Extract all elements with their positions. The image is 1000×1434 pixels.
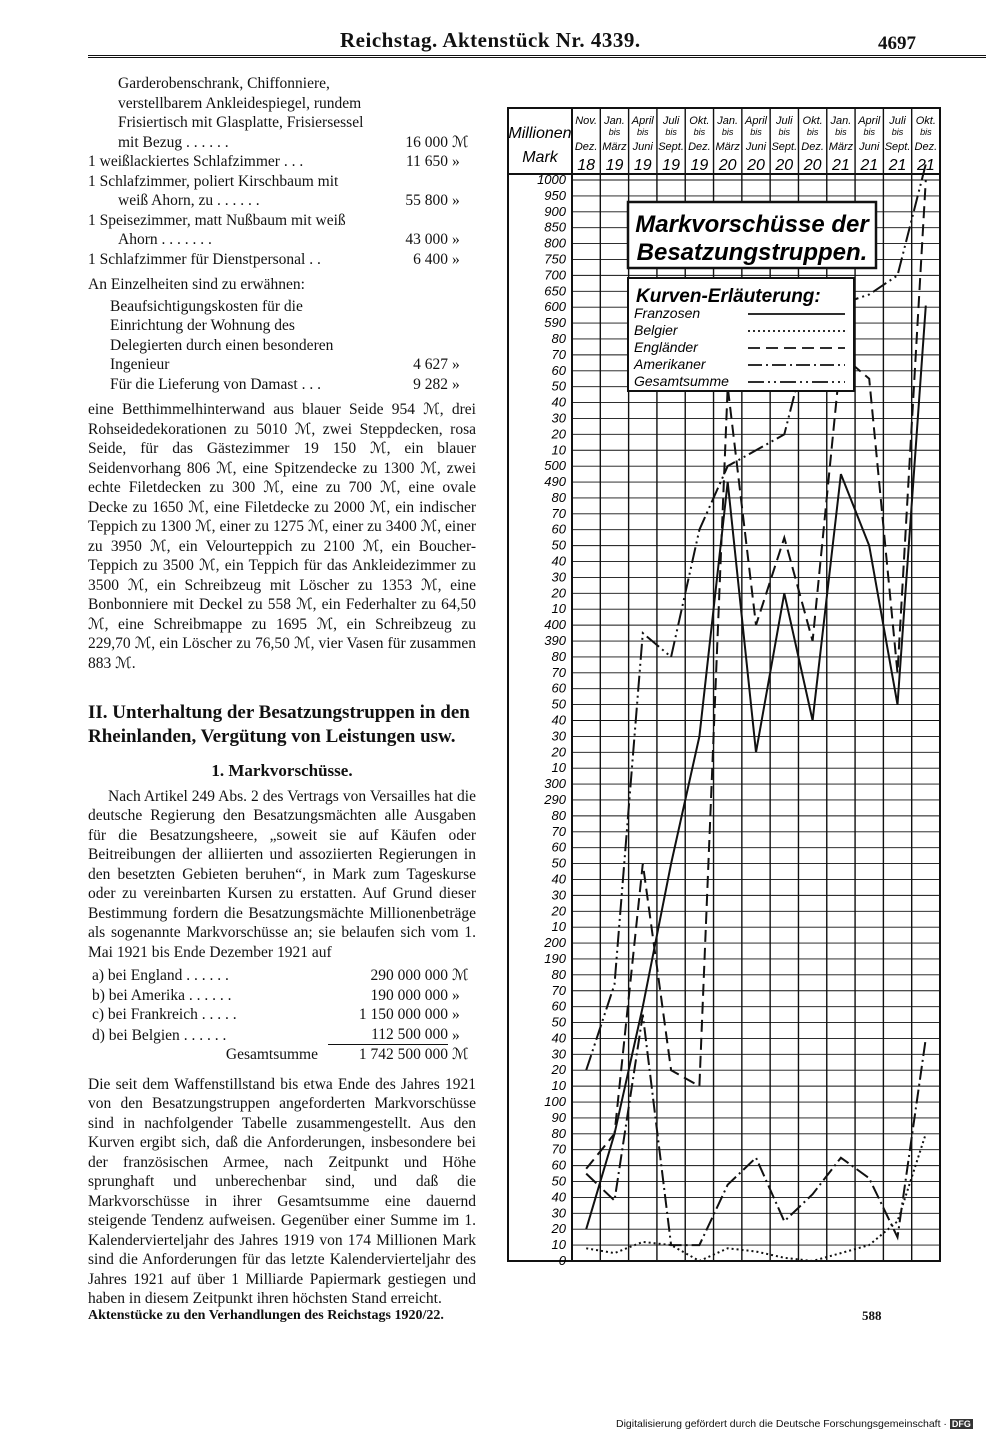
chart-y-tick-label: 70	[551, 346, 566, 362]
legend-entry-gesamtsumme: Gesamtsumme	[634, 373, 729, 389]
furniture-item-amount: 43 000	[405, 231, 448, 248]
legend-title: Kurven-Erläuterung:	[636, 286, 821, 307]
chart-y-tick-label: 10	[551, 601, 566, 617]
details-heading: An Einzelheiten sind zu erwähnen:	[88, 276, 305, 293]
chart-y-tick-label: 10	[551, 919, 566, 935]
furniture-item-text: 1 Schlafzimmer, poliert Kirschbaum mit weiß Ahorn, zu	[88, 172, 339, 209]
chart-y-tick-label: 80	[551, 807, 566, 823]
sum-item-unit: »	[452, 986, 460, 1004]
period-bis: bis	[750, 127, 762, 137]
chart-x-tick-label	[857, 115, 881, 174]
sum-item-text: b) bei Amerika	[92, 986, 185, 1004]
chart-y-axis-label: Mark	[522, 149, 558, 166]
paragraph-furnishings: eine Betthimmelhinterwand aus blauer Seide 954 ℳ, drei Rohseidedekorationen zu 5010 ℳ, zwei Steppdecken, rosa Seide, für das Gästezimmer 19 150 ℳ, ein blauer Seidenvorhang 806 ℳ, eine Spitzendecke zu 1300 ℳ, zwei echte Filetdecken zu 300 ℳ, eine zu 700 ℳ, eine ovale Decke zu 1650 ℳ, eine Filetdecke zu 2000 ℳ, ein indischer Teppich zu 1300 ℳ, einer zu 1275 ℳ, einer zu 3400 ℳ, einer zu 3950 ℳ, ein Velourteppich zu 2100 ℳ, ein Boucher-Teppich zu 3500 ℳ, ein Teppich für das Ankleidezimmer zu 3500 ℳ, ein Schreibzeug mit Löscher zu 1353 ℳ, eine Bonbonniere mit Deckel zu 558 ℳ, ein Federhalter zu 64,50 ℳ, eine Schreibmappe zu 1695 ℳ, ein Schreibzeug zu 229,70 ℳ, ein Löscher zu 76,50 ℳ, vier Vasen für zusammen 883 ℳ.	[88, 401, 476, 672]
furniture-item-label	[88, 172, 366, 211]
legend-entry-franzosen: Franzosen	[634, 305, 701, 321]
sum-item-row	[88, 1025, 476, 1046]
furniture-item-unit: »	[452, 231, 460, 248]
sum-item-dots: . . . . . .	[182, 967, 229, 984]
sum-item-amount: 1 150 000 000	[358, 1006, 448, 1023]
chart-y-tick-label: 100	[544, 1094, 566, 1110]
period-end: Dez.	[801, 141, 824, 153]
chart-y-tick-label: 80	[551, 648, 566, 664]
chart-title-line-1: Markvorschüsse der	[635, 211, 869, 238]
detail-item-amount: 4 627	[413, 356, 448, 373]
chart-y-tick-label: 60	[551, 839, 566, 855]
chart-y-tick-label: 60	[551, 362, 566, 378]
sum-item-row	[88, 986, 476, 1006]
total-unit: ℳ	[452, 1046, 469, 1063]
period-year: 19	[690, 157, 709, 174]
chart-y-tick-label: 300	[544, 776, 566, 792]
chart-y-tick-label: 60	[551, 680, 566, 696]
period-year: 20	[803, 157, 822, 174]
chart-y-tick-label: 90	[551, 1109, 566, 1125]
chart-y-tick-label: 70	[551, 982, 566, 998]
chart-y-tick-label: 50	[551, 1014, 566, 1030]
chart-legend	[628, 202, 876, 391]
period-bis: bis	[637, 127, 649, 137]
period-start: Jan.	[604, 115, 625, 127]
sum-item-amount: 112 500 000	[328, 1025, 448, 1046]
period-year: 19	[662, 157, 680, 174]
period-end: Sept.	[771, 141, 798, 153]
furniture-item-text: 1 Schlafzimmer für Dienstpersonal	[88, 250, 306, 268]
period-start: Juli	[776, 115, 793, 127]
detail-item-row	[88, 375, 476, 395]
period-start: April	[744, 115, 768, 127]
chart-y-tick-label: 30	[551, 728, 566, 744]
furniture-item-dots: . . . . . .	[213, 192, 260, 209]
footer-signature: 588	[862, 1308, 882, 1323]
footer-source: Aktenstücke zu den Verhandlungen des Reichstags 1920/22.	[88, 1308, 444, 1323]
legend-entry-belgier: Belgier	[634, 322, 678, 338]
chart-y-tick-label: 80	[551, 330, 566, 346]
chart-y-tick-label: 20	[551, 903, 566, 919]
paragraph-article-249: Nach Artikel 249 Abs. 2 des Vertrags von Versailles hat die deutsche Regierung den Besatzungsmächten alle Ausgaben für die Besatzungsheere, „soweit sie auf Käufen oder Beitreibungen der alliierten und assoziierten Regierungen in den besetzten Gebieten beruhen“, in Mark zum Tageskurse oder zu vereinbarten Kursen zu erstatten. Auf Grund dieser Bestimmung fordern die Besatzungsmächte Millionenbeträge als sogenannte Markvorschüsse an; sie belaufen sich vom 1. Mai 1921 bis Ende Dezember 1921 auf	[88, 787, 476, 961]
chart-y-tick-label: 30	[551, 887, 566, 903]
furniture-item-row	[88, 152, 476, 172]
sum-item-row	[88, 966, 476, 986]
chart-y-tick-label: 60	[551, 521, 566, 537]
detail-item-text: Für die Lieferung von Damast	[110, 375, 298, 393]
furniture-item-dots: . . . . . .	[182, 133, 229, 151]
furniture-item-label	[88, 152, 366, 172]
details-list	[88, 297, 476, 395]
chart-y-tick-label: 0	[558, 1253, 566, 1268]
furniture-list	[88, 74, 476, 269]
chart-y-tick-label: 40	[551, 871, 566, 887]
furniture-item-label	[88, 74, 366, 152]
chart-y-tick-label: 10	[551, 1078, 566, 1094]
chart-x-tick-label	[744, 115, 768, 174]
period-start: Okt.	[915, 115, 936, 127]
chart-y-tick-label: 950	[544, 187, 566, 203]
furniture-item-text: 1 weißlackiertes Schlafzimmer	[88, 153, 280, 170]
period-start: April	[631, 115, 654, 127]
chart-y-tick-label: 80	[551, 966, 566, 982]
period-bis: bis	[920, 127, 932, 137]
page-number: 4697	[878, 33, 916, 54]
chart-x-tick-label	[801, 115, 824, 174]
furniture-item-unit: »	[452, 192, 460, 209]
markvorschuesse-chart	[500, 100, 950, 1280]
chart-x-tick-label	[631, 115, 655, 174]
chart-y-tick-label: 500	[544, 458, 566, 474]
furniture-item-row	[88, 250, 476, 270]
chart-y-tick-label: 190	[544, 950, 566, 966]
total-amount: 1 742 500 000	[358, 1046, 448, 1063]
furniture-item-unit: ℳ	[452, 133, 469, 151]
period-bis: bis	[693, 127, 706, 137]
chart-y-tick-label: 80	[551, 1125, 566, 1141]
chart-y-tick-label: 30	[551, 1046, 566, 1062]
chart-x-tick-label	[658, 115, 684, 174]
sum-item-row	[88, 1005, 476, 1025]
chart-x-tick-label	[575, 115, 598, 174]
chart-y-tick-label: 20	[551, 1062, 566, 1078]
furniture-item-dots: . .	[305, 250, 321, 268]
chart-y-tick-label: 700	[544, 267, 566, 283]
furniture-item-label	[88, 211, 366, 250]
period-end: Dez.	[574, 141, 598, 153]
sum-item-text: c) bei Frankreich	[92, 1006, 198, 1023]
chart-y-axis	[508, 125, 571, 1268]
chart-y-tick-label: 40	[551, 1030, 566, 1046]
sum-item-unit: ℳ	[452, 967, 469, 984]
period-start: Okt.	[689, 115, 710, 127]
chart-x-tick-label	[688, 115, 711, 174]
period-bis: bis	[721, 127, 734, 137]
chart-y-tick-label: 10	[551, 442, 566, 458]
chart-x-tick-label	[885, 115, 911, 174]
chart-title-line-2: Besatzungstruppen.	[636, 239, 868, 266]
chart-y-tick-label: 30	[551, 1205, 566, 1221]
chart-y-tick-label: 70	[551, 664, 566, 680]
paragraph-summary: Die seit dem Waffenstillstand bis etwa Ende des Jahres 1921 von den Besatzungstruppen angeforderten Markvorschüsse sind in nachfolgender Tabelle zusammengestellt. Aus den Kurven ergibt sich, daß die Anforderungen, insbesondere bei der französischen Armee, nach Zeitpunkt und Höhe sprunghaft und unberechenbar sind, und daß die Markvorschüsse in ihrer Gesamtsumme eine dauernd steigende Tendenz aufweisen. Gegenüber einer Summe im 1. Kalendervierteljahr des Jahres 1919 von 174 Millionen Mark sind die Anforderungen für das letzte Kalendervierteljahr des Jahres 1921 auf über 1 Milliarde Papiermark gestiegen und haben in diesem Zeitpunkt ihren höchsten Stand erreicht.	[88, 1075, 476, 1307]
furniture-item-dots: . . .	[279, 153, 304, 170]
period-start: Juli	[662, 115, 680, 127]
detail-item-text: Beaufsichtigungskosten für die Einrichtung der Wohnung des Delegierten durch einen besonderen Ingenieur	[110, 297, 334, 373]
chart-y-tick-label: 390	[544, 633, 566, 649]
period-year: 20	[747, 157, 765, 174]
period-year: 18	[577, 157, 596, 174]
furniture-item-text: 1 Speisezimmer, matt Nußbaum mit weiß Ahorn	[88, 211, 346, 248]
period-bis: bis	[778, 127, 791, 137]
chart-y-tick-label: 50	[551, 696, 566, 712]
period-year: 21	[832, 157, 850, 174]
series-line-amerikaner	[586, 1015, 926, 1246]
sum-item-dots: . . . . . .	[184, 986, 232, 1004]
text-column	[88, 74, 476, 1309]
period-bis: bis	[835, 127, 847, 137]
furniture-item-unit: »	[452, 250, 460, 268]
chart-y-tick-label: 750	[544, 251, 566, 267]
sum-item-amount: 190 000 000	[370, 986, 448, 1004]
chart-y-tick-label: 60	[551, 1157, 566, 1173]
furniture-item-dots: . . . . . . .	[157, 231, 212, 248]
chart-y-tick-label: 650	[544, 283, 566, 299]
furniture-item-amount: 11 650	[405, 153, 448, 170]
chart-y-tick-label: 40	[551, 1189, 566, 1205]
furniture-item-row	[88, 172, 476, 211]
period-end: Juni	[632, 141, 653, 153]
detail-item-amount: 9 282	[413, 375, 448, 393]
period-start: Juli	[889, 115, 906, 127]
sum-item-dots: . . . . .	[197, 1006, 237, 1023]
chart-y-axis-label: Millionen	[508, 125, 572, 142]
furniture-item-label	[88, 250, 366, 270]
total-label: Gesamtsumme	[225, 1046, 318, 1063]
chart-y-tick-label: 30	[551, 569, 566, 585]
sum-item-label	[88, 1026, 328, 1046]
legend-entry-amerikaner: Amerikaner	[634, 356, 706, 372]
period-year: 19	[605, 157, 624, 174]
chart-y-tick-label: 40	[551, 712, 566, 728]
chart-x-tick-label	[602, 115, 627, 174]
period-end: Juni	[745, 141, 767, 153]
period-end: März	[602, 141, 627, 153]
chart-y-tick-label: 850	[544, 219, 566, 235]
chart-y-tick-label: 20	[551, 1221, 566, 1237]
period-bis: bis	[806, 127, 819, 137]
chart-x-tick-label	[829, 115, 854, 174]
section-heading: II. Unterhaltung der Besatzungstruppen in den Rheinlanden, Vergütung von Leistungen usw.	[88, 702, 470, 747]
period-year: 20	[775, 157, 794, 174]
period-year: 21	[860, 157, 879, 174]
chart-y-tick-label: 10	[551, 760, 566, 776]
furniture-item-row	[88, 74, 476, 152]
sum-item-text: a) bei England	[92, 967, 183, 984]
series-line-franzosen	[586, 306, 926, 1230]
sum-item-unit: »	[452, 1026, 460, 1044]
sums-table	[88, 966, 476, 1045]
chart-y-tick-label: 50	[551, 855, 566, 871]
chart-x-tick-label	[715, 115, 740, 174]
period-start: Okt.	[802, 115, 823, 127]
period-start: Nov.	[575, 115, 598, 127]
chart-y-tick-label: 900	[544, 203, 566, 219]
sum-item-label	[88, 1005, 328, 1025]
chart-x-tick-label	[771, 115, 797, 174]
furniture-item-amount: 55 800	[405, 192, 448, 209]
chart-y-tick-label: 800	[544, 235, 566, 251]
detail-item-unit: »	[452, 356, 460, 373]
chart-y-tick-label: 20	[551, 426, 566, 442]
chart-y-tick-label: 590	[544, 315, 566, 331]
period-end: März	[715, 141, 740, 153]
running-header: Reichstag. Aktenstück Nr. 4339.	[340, 28, 641, 52]
digitization-note: Digitalisierung gefördert durch die Deutsche Forschungsgemeinschaft · DFG	[616, 1418, 971, 1430]
sum-item-unit: »	[452, 1006, 460, 1023]
period-end: Dez.	[688, 141, 711, 153]
period-start: Jan.	[830, 115, 852, 127]
furniture-item-unit: »	[452, 153, 460, 170]
chart-y-tick-label: 50	[551, 1173, 566, 1189]
furniture-item-amount: 16 000	[405, 133, 448, 151]
period-end: Dez.	[914, 141, 938, 153]
sum-item-text: d) bei Belgien	[92, 1026, 180, 1044]
period-end: Juni	[859, 141, 880, 153]
period-start: April	[858, 115, 881, 127]
detail-item-label	[88, 375, 366, 395]
period-end: März	[828, 141, 854, 153]
chart-y-tick-label: 70	[551, 1141, 566, 1157]
period-bis: bis	[665, 127, 677, 137]
furniture-item-text: Garderobenschrank, Chiffonniere, verstellbarem Ankleidespiegel, rundem Frisiertisch mit Glasplatte, Frisiersessel mit Bezug	[118, 75, 364, 151]
detail-item-row	[88, 297, 476, 375]
chart-y-tick-label: 70	[551, 823, 566, 839]
furniture-item-amount: 6 400	[413, 250, 448, 268]
sum-item-label	[88, 966, 328, 986]
chart-y-tick-label: 50	[551, 378, 566, 394]
period-end: Sept.	[884, 141, 911, 153]
chart-y-tick-label: 40	[551, 553, 566, 569]
chart-y-tick-label: 20	[551, 744, 566, 760]
chart-y-tick-label: 80	[551, 489, 566, 505]
digitization-text: Digitalisierung gefördert durch die Deutsche Forschungsgemeinschaft	[616, 1418, 941, 1430]
chart-y-tick-label: 400	[544, 617, 566, 633]
subsection-heading: 1. Markvorschüsse.	[211, 761, 353, 780]
chart-y-tick-label: 70	[551, 505, 566, 521]
legend-entry-engländer: Engländer	[634, 339, 698, 355]
period-year: 20	[718, 157, 737, 174]
period-bis: bis	[891, 127, 904, 137]
detail-item-unit: »	[452, 375, 460, 393]
period-year: 21	[916, 157, 935, 174]
period-bis: bis	[863, 127, 875, 137]
period-year: 19	[633, 157, 652, 174]
total-row	[88, 1045, 476, 1065]
chart-y-tick-label: 60	[551, 998, 566, 1014]
sum-item-amount: 290 000 000	[370, 967, 448, 984]
chart-y-tick-label: 200	[544, 935, 566, 951]
chart-y-tick-label: 20	[551, 585, 566, 601]
furniture-item-row	[88, 211, 476, 250]
chart-y-tick-label: 40	[551, 394, 566, 410]
detail-item-dots: . . .	[297, 375, 321, 393]
dfg-logo: DFG	[951, 1419, 971, 1429]
header-rule	[88, 55, 986, 58]
detail-item-label	[88, 297, 366, 375]
chart-y-tick-label: 50	[551, 537, 566, 553]
period-year: 21	[888, 157, 907, 174]
chart-y-tick-label: 10	[551, 1237, 566, 1253]
chart-y-tick-label: 30	[551, 410, 566, 426]
chart-y-tick-label: 490	[544, 474, 566, 490]
period-bis: bis	[608, 127, 621, 137]
period-start: Jan.	[717, 115, 739, 127]
chart-y-tick-label: 290	[544, 791, 566, 807]
sum-item-label	[88, 986, 328, 1006]
sum-item-dots: . . . . . .	[179, 1026, 227, 1044]
chart-y-tick-label: 1000	[537, 172, 566, 187]
period-end: Sept.	[658, 141, 684, 153]
chart-y-tick-label: 600	[544, 299, 566, 315]
